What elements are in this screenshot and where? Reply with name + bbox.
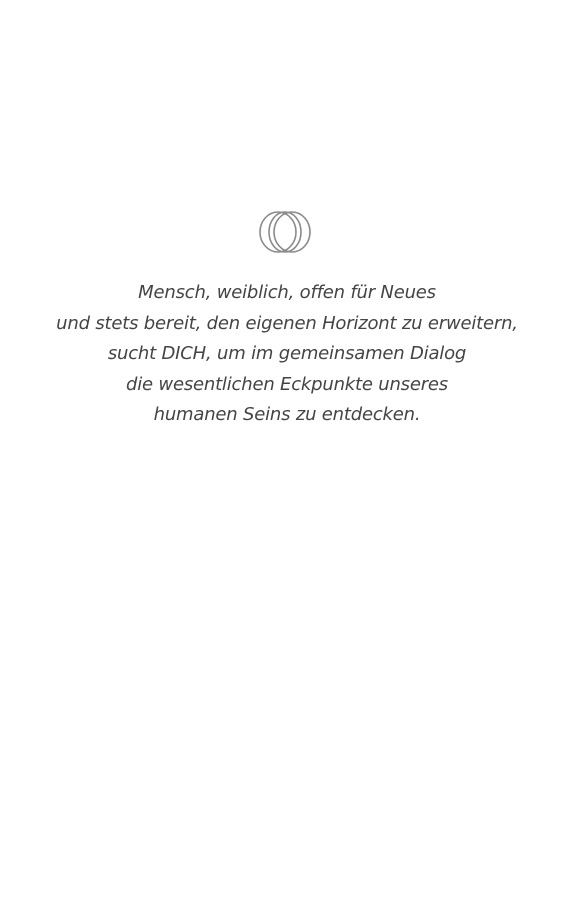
verse-line: und stets bereit, den eigenen Horizont zu erweitern, [56,312,518,334]
verse-line: sucht DICH, um im gemeinsamen Dialog [107,343,467,364]
interlocking-rings-icon [257,209,313,255]
verse-line: humanen Seins zu entdecken. [153,404,421,425]
verse-line: die wesentlichen Eckpunkte unseres [126,373,448,395]
verse-text [0,278,574,431]
verse-line: Mensch, weiblich, offen für Neues [138,282,436,303]
